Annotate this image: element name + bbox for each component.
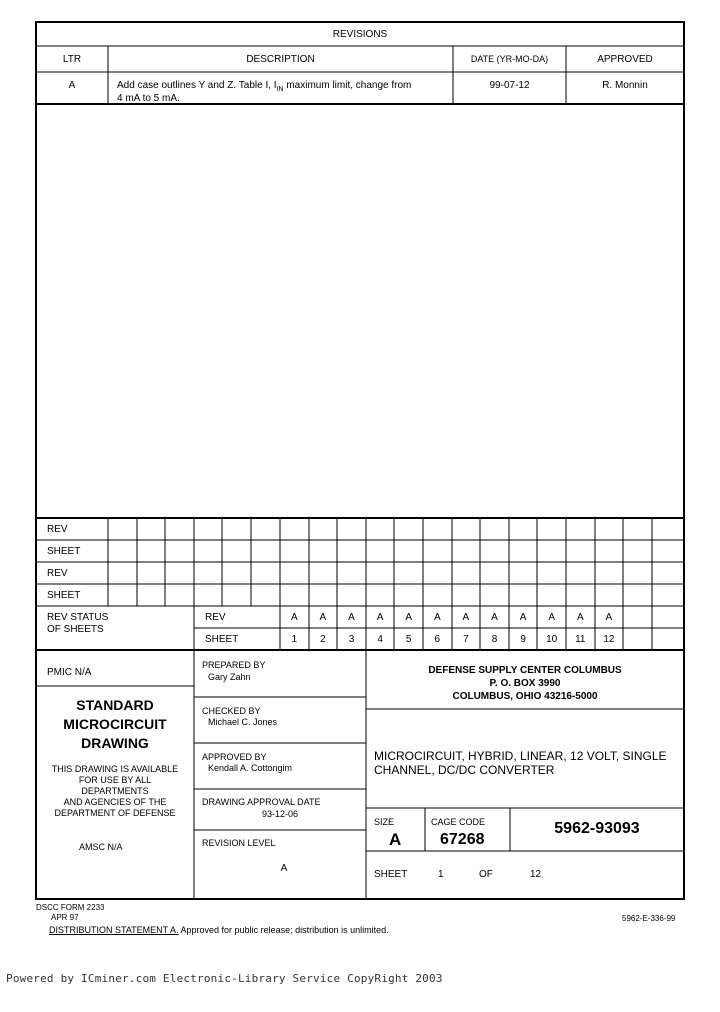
revision-level: A	[280, 863, 288, 874]
pmic: PMIC N/A	[47, 667, 92, 678]
avail-line5: DEPARTMENT OF DEFENSE	[54, 808, 176, 818]
standard-line3: DRAWING	[81, 735, 149, 751]
header-approved: APPROVED	[597, 54, 653, 65]
reference-code: 5962-E-336-99	[622, 914, 676, 923]
rev-date: 99-07-12	[489, 80, 530, 91]
status-sheet-8: 8	[491, 634, 498, 645]
rev-status-label: REV STATUS	[47, 612, 109, 623]
grid-rev-label-1: REV	[47, 524, 68, 535]
status-rev-7: A	[462, 612, 470, 623]
checked-name: Michael C. Jones	[208, 717, 278, 727]
rev-approved: R. Monnin	[602, 80, 648, 91]
sheet-label: SHEET	[374, 869, 408, 880]
status-sheet-7: 7	[463, 634, 469, 645]
status-rev-5: A	[405, 612, 413, 623]
avail-line3: DEPARTMENTS	[81, 786, 149, 796]
size-label: SIZE	[374, 817, 395, 827]
avail-line4: AND AGENCIES OF THE	[63, 797, 167, 807]
rev-description-line2: 4 mA to 5 mA.	[117, 93, 180, 104]
grid-rev-label-2: REV	[47, 568, 68, 579]
cage-value: 67268	[440, 831, 485, 848]
rev-description-line1: Add case outlines Y and Z. Table I, $I_{IN}$ maximum limit, change from	[117, 80, 412, 93]
status-sheet-4: 4	[377, 634, 383, 645]
status-sheet-label: SHEET	[205, 634, 239, 645]
status-rev-3: A	[348, 612, 355, 623]
status-sheet-12: 12	[603, 634, 615, 645]
distribution-statement	[49, 925, 389, 936]
status-sheet-11: 11	[575, 634, 586, 645]
rev-ltr: A	[68, 80, 76, 91]
status-rev-9: A	[519, 612, 527, 623]
status-rev-4: A	[376, 612, 384, 623]
status-sheet-6: 6	[434, 634, 441, 645]
of-label: OF	[479, 869, 493, 880]
distribution-text: Approved for public release; distribution is unlimited.	[178, 925, 389, 935]
avail-line2: FOR USE BY ALL	[78, 775, 152, 785]
cage-label: CAGE CODE	[431, 817, 486, 827]
approved-label: APPROVED BY	[202, 752, 267, 762]
checked-label: CHECKED BY	[202, 706, 261, 716]
avail-line1: THIS DRAWING IS AVAILABLE	[51, 764, 179, 774]
grid-sheet-label-2: SHEET	[47, 590, 81, 601]
header-description: DESCRIPTION	[246, 54, 315, 65]
status-sheet-3: 3	[348, 634, 355, 645]
revisions-title: REVISIONS	[332, 29, 388, 40]
status-rev-1: A	[290, 612, 298, 623]
approved-name: Kendall A. Cottongim	[208, 763, 293, 773]
status-sheet-1: 1	[291, 634, 298, 645]
status-sheet-9: 9	[520, 634, 526, 645]
header-ltr: LTR	[62, 54, 82, 65]
iin-subscript: IN	[276, 86, 284, 93]
prepared-name: Gary Zahn	[208, 672, 251, 682]
status-rev-label: REV	[205, 612, 226, 623]
distribution-label: DISTRIBUTION STATEMENT A.	[49, 925, 179, 935]
dscc-line1: DEFENSE SUPPLY CENTER COLUMBUS	[428, 665, 622, 676]
status-sheet-5: 5	[405, 634, 412, 645]
standard-line2: MICROCIRCUIT	[63, 716, 167, 732]
of-sheets-label: OF SHEETS	[47, 624, 104, 635]
status-rev-6: A	[433, 612, 441, 623]
status-sheet-10: 10	[546, 634, 558, 645]
prepared-label: PREPARED BY	[202, 660, 266, 670]
status-sheet-2: 2	[320, 634, 326, 645]
form-line1: DSCC FORM 2233	[36, 903, 105, 912]
footer-watermark: Powered by ICminer.com Electronic-Library Service CopyRight 2003	[6, 972, 443, 985]
standard-line1: STANDARD	[76, 697, 154, 713]
status-rev-2: A	[319, 612, 327, 623]
approval-date-label: DRAWING APPROVAL DATE	[202, 797, 321, 807]
status-rev-8: A	[491, 612, 498, 623]
form-line2: APR 97	[51, 913, 79, 922]
sheet-number: 1	[438, 869, 444, 880]
dscc-line3: COLUMBUS, OHIO 43216-5000	[452, 691, 598, 702]
amsc: AMSC N/A	[79, 842, 123, 852]
status-rev-11: A	[576, 612, 584, 623]
approval-date: 93-12-06	[262, 809, 299, 819]
dscc-line2: P. O. BOX 3990	[489, 678, 561, 689]
size-value: A	[389, 830, 402, 849]
sheet-total: 12	[530, 869, 542, 880]
header-date: DATE (YR-MO-DA)	[470, 54, 549, 64]
drawing-number: 5962-93093	[554, 820, 640, 837]
revision-level-label: REVISION LEVEL	[202, 838, 276, 848]
status-rev-10: A	[548, 612, 556, 623]
title-line1: MICROCIRCUIT, HYBRID, LINEAR, 12 VOLT, SINGLE	[374, 749, 667, 763]
status-rev-12: A	[605, 612, 613, 623]
grid-sheet-label-1: SHEET	[47, 546, 81, 557]
title-line2: CHANNEL, DC/DC CONVERTER	[374, 763, 555, 777]
